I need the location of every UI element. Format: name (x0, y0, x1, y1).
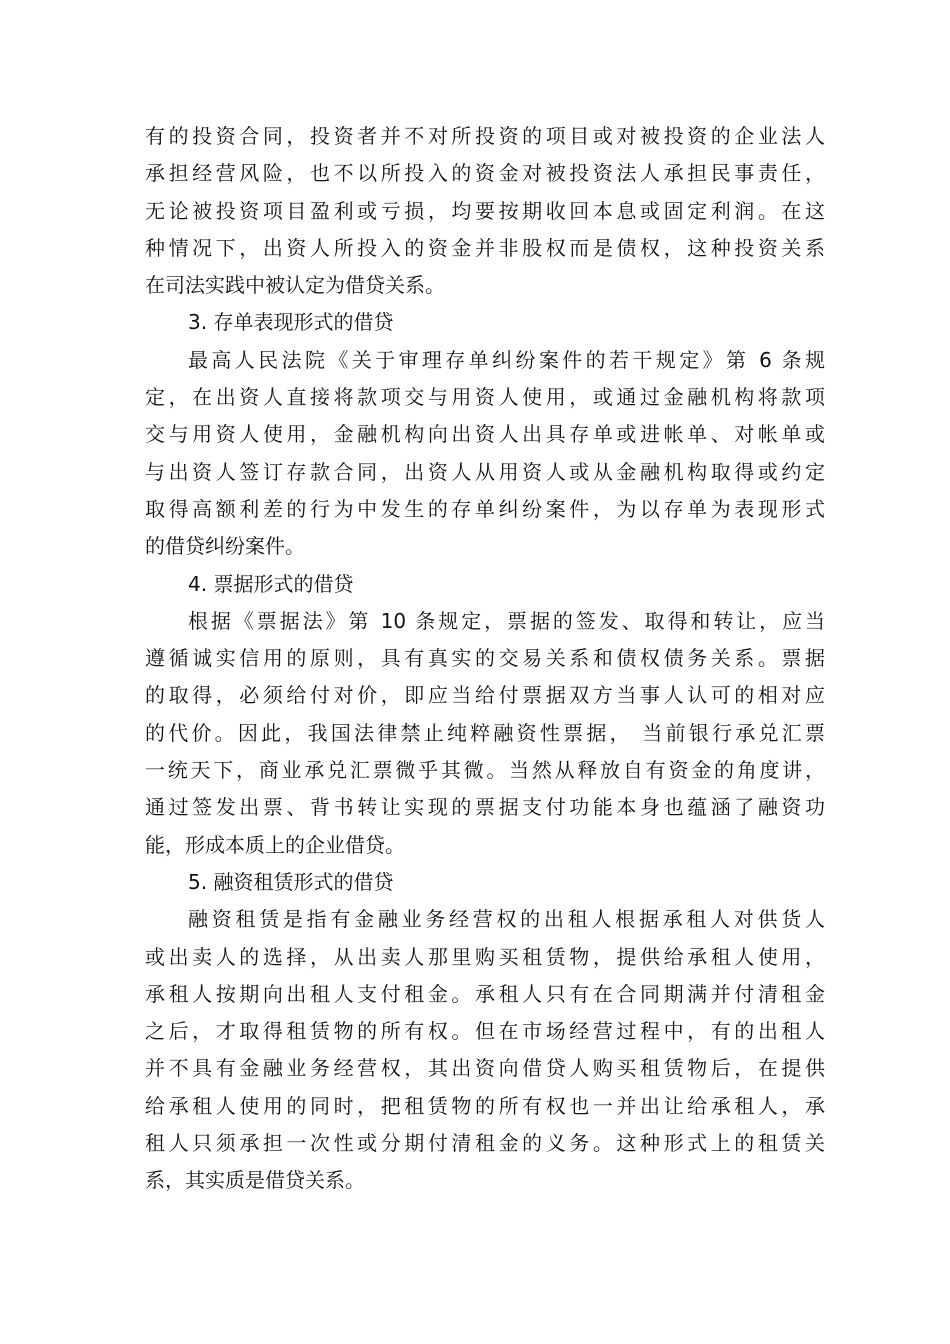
section-heading-bill: 4. 票据形式的借贷 (188, 571, 354, 596)
paragraph-line: 无论被投资项目盈利或亏损，均要按期收回本息或固定利润。在这 (145, 198, 825, 223)
paragraph-line: 根据《票据法》第 10 条规定，票据的签发、取得和转让，应当 (188, 608, 825, 633)
paragraph-line: 承担经营风险，也不以所投入的资金对被投资法人承担民事责任， (145, 161, 825, 186)
paragraph-line: 一统天下，商业承兑汇票微乎其微。当然从释放自有资金的角度讲， (145, 758, 825, 783)
paragraph-line: 的代价。因此，我国法律禁止纯粹融资性票据， 当前银行承兑汇票 (145, 720, 825, 745)
paragraph-line: 承租人按期向出租人支付租金。承租人只有在合同期满并付清租金 (145, 981, 825, 1006)
paragraph-line: 能，形成本质上的企业借贷。 (145, 832, 405, 857)
paragraph-investment-continuation (145, 118, 825, 304)
paragraph-line: 最高人民法院《关于审理存单纠纷案件的若干规定》第 6 条规 (188, 347, 825, 372)
paragraph-line: 的取得，必须给付对价，即应当给付票据双方当事人认可的相对应 (145, 683, 825, 708)
paragraph-line: 系，其实质是借贷关系。 (145, 1168, 365, 1193)
paragraph-line: 与出资人签订存款合同，出资人从用资人或从金融机构取得或约定 (145, 459, 825, 484)
document-body (145, 118, 825, 1200)
paragraph-deposit-certificate (145, 342, 825, 566)
paragraph-line: 有的投资合同，投资者并不对所投资的项目或对被投资的企业法人 (145, 124, 825, 148)
paragraph-line: 融资租赁是指有金融业务经营权的出租人根据承租人对供货人 (188, 907, 825, 932)
paragraph-line: 给承租人使用的同时，把租赁物的所有权也一并出让给承租人，承 (145, 1093, 825, 1118)
paragraph-line: 取得高额利差的行为中发生的存单纠纷案件，为以存单为表现形式 (145, 496, 825, 521)
paragraph-line: 定，在出资人直接将款项交与用资人使用，或通过金融机构将款项 (145, 385, 825, 410)
paragraph-line: 通过签发出票、背书转让实现的票据支付功能本身也蕴涵了融资功 (145, 795, 825, 820)
paragraph-line: 并不具有金融业务经营权，其出资向借贷人购买租赁物后，在提供 (145, 1056, 825, 1081)
paragraph-finance-lease (145, 901, 825, 1199)
paragraph-line: 的借贷纠纷案件。 (145, 534, 305, 559)
paragraph-line: 种情况下，出资人所投入的资金并非股权而是债权，这种投资关系 (145, 235, 825, 260)
paragraph-line: 租人只须承担一次性或分期付清租金的义务。这种形式上的租赁关 (145, 1131, 825, 1156)
section-heading-finance-lease: 5. 融资租赁形式的借贷 (188, 869, 394, 894)
paragraph-line: 之后，才取得租赁物的所有权。但在市场经营过程中，有的出租人 (145, 1019, 825, 1044)
paragraph-line: 在司法实践中被认定为借贷关系。 (145, 273, 445, 298)
paragraph-line: 交与用资人使用，金融机构向出资人出具存单或进帐单、对帐单或 (145, 422, 825, 447)
section-heading-deposit-certificate: 3. 存单表现形式的借贷 (188, 310, 394, 335)
paragraph-line: 遵循诚实信用的原则，具有真实的交易关系和债权债务关系。票据 (145, 646, 825, 671)
paragraph-line: 或出卖人的选择，从出卖人那里购买租赁物，提供给承租人使用， (145, 944, 825, 969)
paragraph-bill (145, 603, 825, 864)
